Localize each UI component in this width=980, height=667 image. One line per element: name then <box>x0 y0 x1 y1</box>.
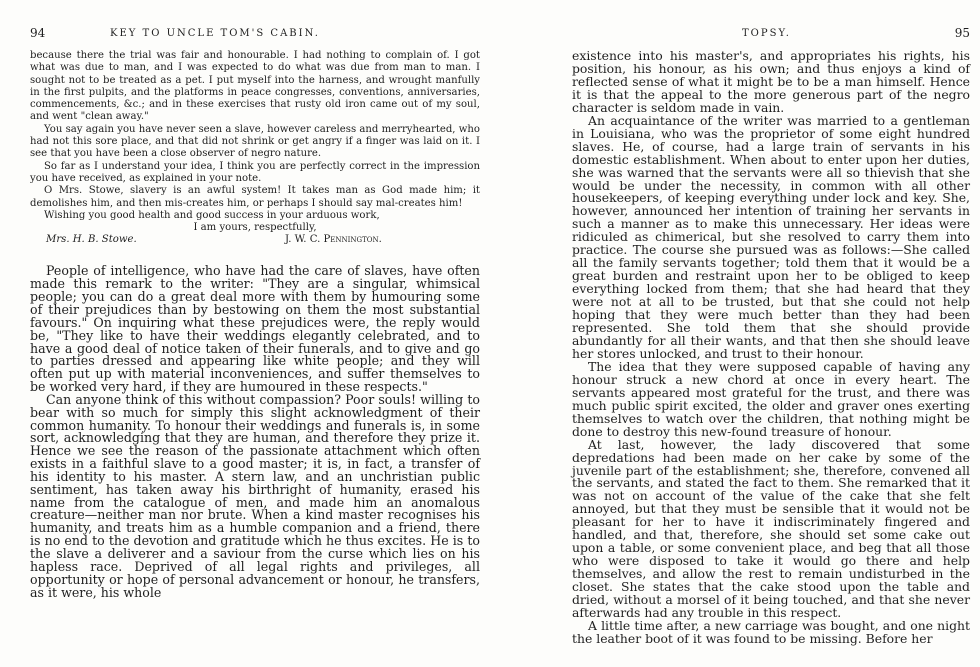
quoted-letter <box>30 50 480 247</box>
right-running-head <box>572 28 970 46</box>
page-number-left: 94 <box>30 26 46 40</box>
letter-paragraph: Wishing you good health and good success in your arduous work, <box>44 209 380 221</box>
body-paragraph: A little time after, a new carriage was bought, and one night the leather boot of it was found to be missing. Before her <box>572 617 970 646</box>
letter-paragraph: O Mrs. Stowe, slavery is an awful system! It takes man as God made him; it demolishes him, and then mis-creates him, or perhaps I should say mal-creates him! <box>30 185 480 209</box>
right-page <box>490 0 980 667</box>
body-paragraph: An acquaintance of the writer was married to a gentleman in Louisiana, who was the proprietor of some eight hundred slaves. He, of course, had a large train of servants in his domestic establishment. When about to enter upon her duties, she was warned that the servants were all so thievish that she would be under the necessity, in common with all other housekeepers, of keeping everything under lock and key. She, however, announced her intention of training her servants in such a manner as to make this unnecessary. Her ideas were ridiculed as chimerical, but she resolved to carry them into practice. The course she pursued was as follows:—She called all the family servants together; told them that it would be a great burden and restraint upon her to be obliged to keep everything locked from them; that she had heard that they were not at all to be trusted, but that she could not help hoping that they were much better than they had been represented. She told them that she should provide abundantly for all their wants, and that then she should leave her stores unlocked, and trust to their honour. <box>572 112 970 361</box>
letter-paragraph: because there the trial was fair and honourable. I had nothing to complain of. I got what was due to man, and I was expected to do what was due from man to man. I sought not to be treated as a pet. I put myself into the harness, and wrought manfully in the first pulpits, and the platforms in peace congresses, conventions, anniversaries, commencements, &c.; and in these exercises that rusty old iron came out of my soul, and went "clean away." <box>30 50 480 123</box>
body-paragraph: Can anyone think of this without compassion? Poor souls! willing to bear with so much for simply this slight acknowledgment of their common humanity. To honour their weddings and funerals is, in some sort, acknowledging that they are human, and therefore they prize it. Hence we see the reason of the passionate attachment which often exists in a faithful slave to a good master; it is, in fact, a transfer of his identity to his master. A stern law, and an unchristian public sentiment, has taken away his birthright of humanity, erased his name from the catalogue of men, and made him an anomalous creature—neither man nor brute. When a kind master recognises his humanity, and treats him as a humble companion and a friend, there is no end to the devotion and gratitude which he thus excites. He is to the slave a deliverer and a saviour from the curse which lies on his hapless race. Deprived of all legal rights and privileges, all opportunity or hope of personal advancement or honour, he transfers, as it were, his whole <box>30 391 480 600</box>
body-paragraph: At last, however, the lady discovered that some depredations had been made on her cake by some of the juvenile part of the establishment; she, therefore, convened all the servants, and stated the fact to them. She remarked that it was not on account of the value of the cake that she felt annoyed, but that they must be sensible that it would not be pleasant for her to have it indiscriminately fingered and handled, and that, therefore, she should set some cake out upon a table, or some convenient place, and beg that all those who were disposed to take it would go there and help themselves, and allow the rest to remain undisturbed in the closet. She states that the cake stood upon the table and dried, without a morsel of it being touched, and that she never afterwards had any trouble in this respect. <box>572 436 970 620</box>
letter-signature: J. W. C. Pennington. <box>285 234 382 246</box>
letter-paragraph: So far as I understand your idea, I think you are perfectly correct in the impression you have received, as explained in your note. <box>30 160 480 184</box>
letter-signature-line <box>30 234 480 247</box>
body-paragraph: People of intelligence, who have had the care of slaves, have often made this remark to the writer: "They are a singular, whimsical people; you can do a great deal more with them by humouring some of their prejudices than by bestowing on them the most substantial favours." On inquiring what these prejudices were, the reply would be, "They like to have their weddings elegantly celebrated, and to have a good deal of notice taken of their funerals, and to give and go to parties dressed and appearing like white people; and they will often put up with material inconveniences, and suffer themselves to be worked very hard, if they are humoured in these respects." <box>30 263 480 395</box>
left-running-head <box>30 28 480 46</box>
page-number-right: 95 <box>954 26 970 40</box>
letter-closing: I am yours, respectfully, <box>193 222 317 234</box>
body-paragraph: existence into his master's, and appropriates his rights, his position, his honour, as his own; and thus enjoys a kind of reflected sense of what it might be to be a man himself. Hence it is that the appeal to the more generous part of the negro character is seldom made in vain. <box>572 48 970 115</box>
letter-paragraph: You say again you have never seen a slave, however careless and merryhearted, who had not this sore place, and that did not shrink or get angry if a finger was laid on it. I see that you have been a close observer of negro nature. <box>30 123 480 160</box>
body-paragraph: The idea that they were supposed capable of having any honour struck a new chord at once in every heart. The servants appeared most grateful for the trust, and there was much public spirit excited, the older and graver ones exerting themselves to watch over the children, that nothing might be done to destroy this new-found treasure of honour. <box>572 358 970 439</box>
letter-addressee: Mrs. H. B. Stowe. <box>46 234 137 246</box>
left-body-text <box>30 265 480 599</box>
running-title-left: KEY TO UNCLE TOM'S CABIN. <box>110 28 320 39</box>
right-body-text <box>572 50 970 646</box>
running-title-right: TOPSY. <box>742 28 791 39</box>
